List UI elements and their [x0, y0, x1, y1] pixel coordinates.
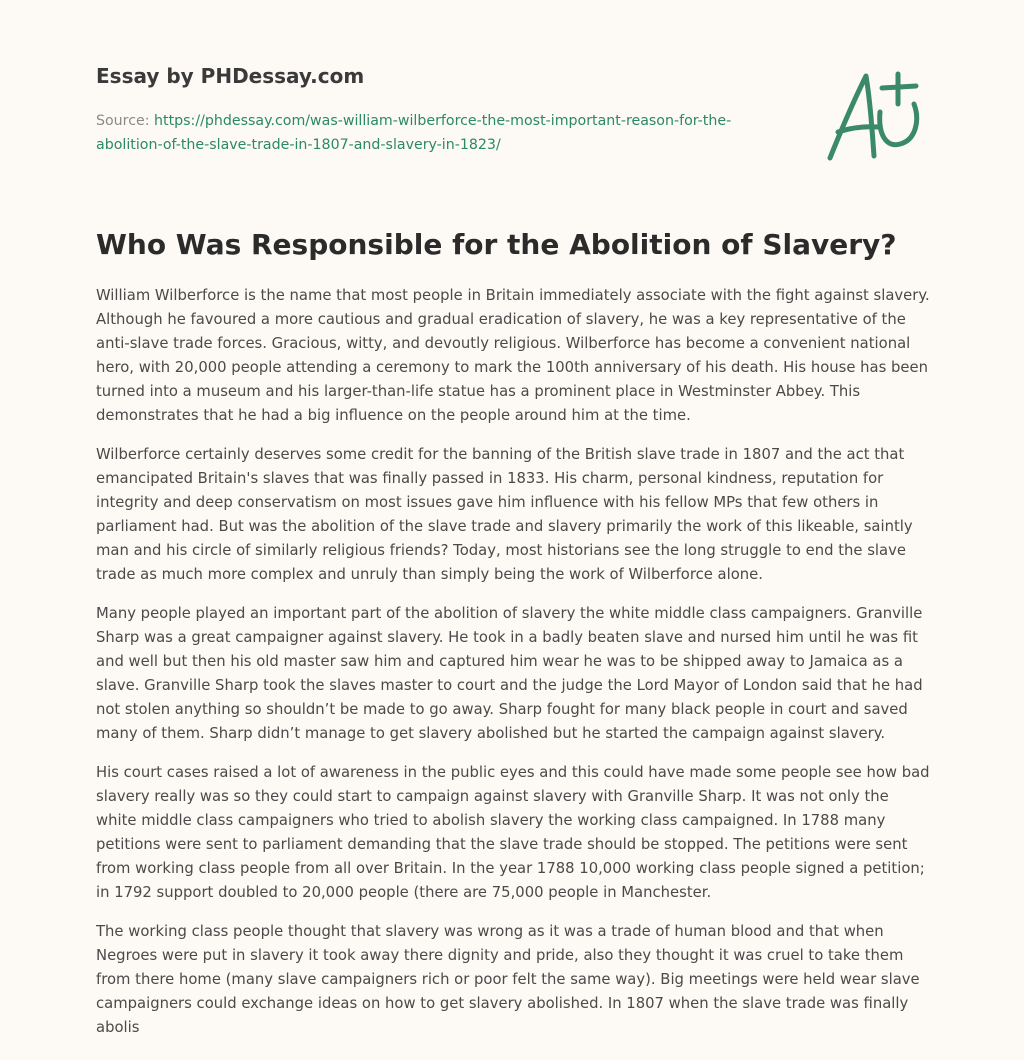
essay-paragraph: The working class people thought that slavery was wrong as it was a trade of human blood and that when Negroes were put in slavery it took away there dignity and pride, also they thought it was cruel to take them from there home (many slave campaigners rich or poor felt the same way). Big meetings were held wear slave campaigners could exchange ideas on how to get slavery abolished. In 1807 when the slave trade was finally abolis — [96, 923, 920, 1036]
document-header — [96, 62, 776, 157]
essay-paragraph: William Wilberforce is the name that most people in Britain immediately associate with the fight against slavery. Although he favoured a more cautious and gradual eradication of slavery, he was a key representative of the anti-slave trade forces. Gracious, witty, and devoutly religious. Wilberforce has become a convenient national hero, with 20,000 people attending a ceremony to mark the 100th anniversary of his death. His house has been turned into a museum and his larger-than-life statue has a prominent place in Westminster Abbey. This demonstrates that he had a big influence on the people around him at the time. — [96, 287, 930, 424]
essay-paragraph: Wilberforce certainly deserves some credit for the banning of the British slave trade in 1807 and the act that emancipated Britain's slaves that was finally passed in 1833. His charm, personal kindness, reputation for integrity and deep conservatism on most issues gave him influence with his fellow MPs that few others in parliament had. But was the abolition of the slave trade and slavery primarily the work of this likeable, saintly man and his circle of similarly religious friends? Today, most historians see the long struggle to end the slave trade as much more complex and unruly than simply being the work of Wilberforce alone. — [96, 446, 913, 583]
source-link[interactable]: https://phdessay.com/was-william-wilberforce-the-most-important-reason-for-the-abolition-of-the-slave-trade-in-1807-and-slavery-in-1823/ — [96, 113, 732, 153]
essay-title: Who Was Responsible for the Abolition of Slavery? — [96, 228, 897, 261]
source-label: Source: — [96, 113, 155, 129]
essay-paragraph: Many people played an important part of the abolition of slavery the white middle class campaigners. Granville Sharp was a great campaigner against slavery. He took in a badly beaten slave and nursed him until he was fit and well but then his old master saw him and captured him wear he was to be shipped away to Jamaica as a slave. Granville Sharp took the slaves master to court and the judge the Lord Mayor of London said that he had not stolen anything so shouldn’t be made to go away. Sharp fought for many black people in court and saved many of them. Sharp didn’t manage to get slavery abolished but he started the campaign against slavery. — [96, 605, 923, 742]
essay-body — [96, 284, 932, 1055]
essay-paragraph: His court cases raised a lot of awareness in the public eyes and this could have made some people see how bad slavery really was so they could start to campaign against slavery with Granville Sharp. It was not only the white middle class campaigners who tried to abolish slavery the working class campaigned. In 1788 many petitions were sent to parliament demanding that the slave trade should be stopped. The petitions were sent from working class people from all over Britain. In the year 1788 10,000 working class people signed a petition; in 1792 support doubled to 20,000 people (there are 75,000 people in Manchester. — [96, 764, 930, 901]
a-plus-grade-icon — [820, 70, 930, 166]
site-title: Essay by PHDessay.com — [96, 64, 365, 88]
source-line — [96, 109, 776, 157]
